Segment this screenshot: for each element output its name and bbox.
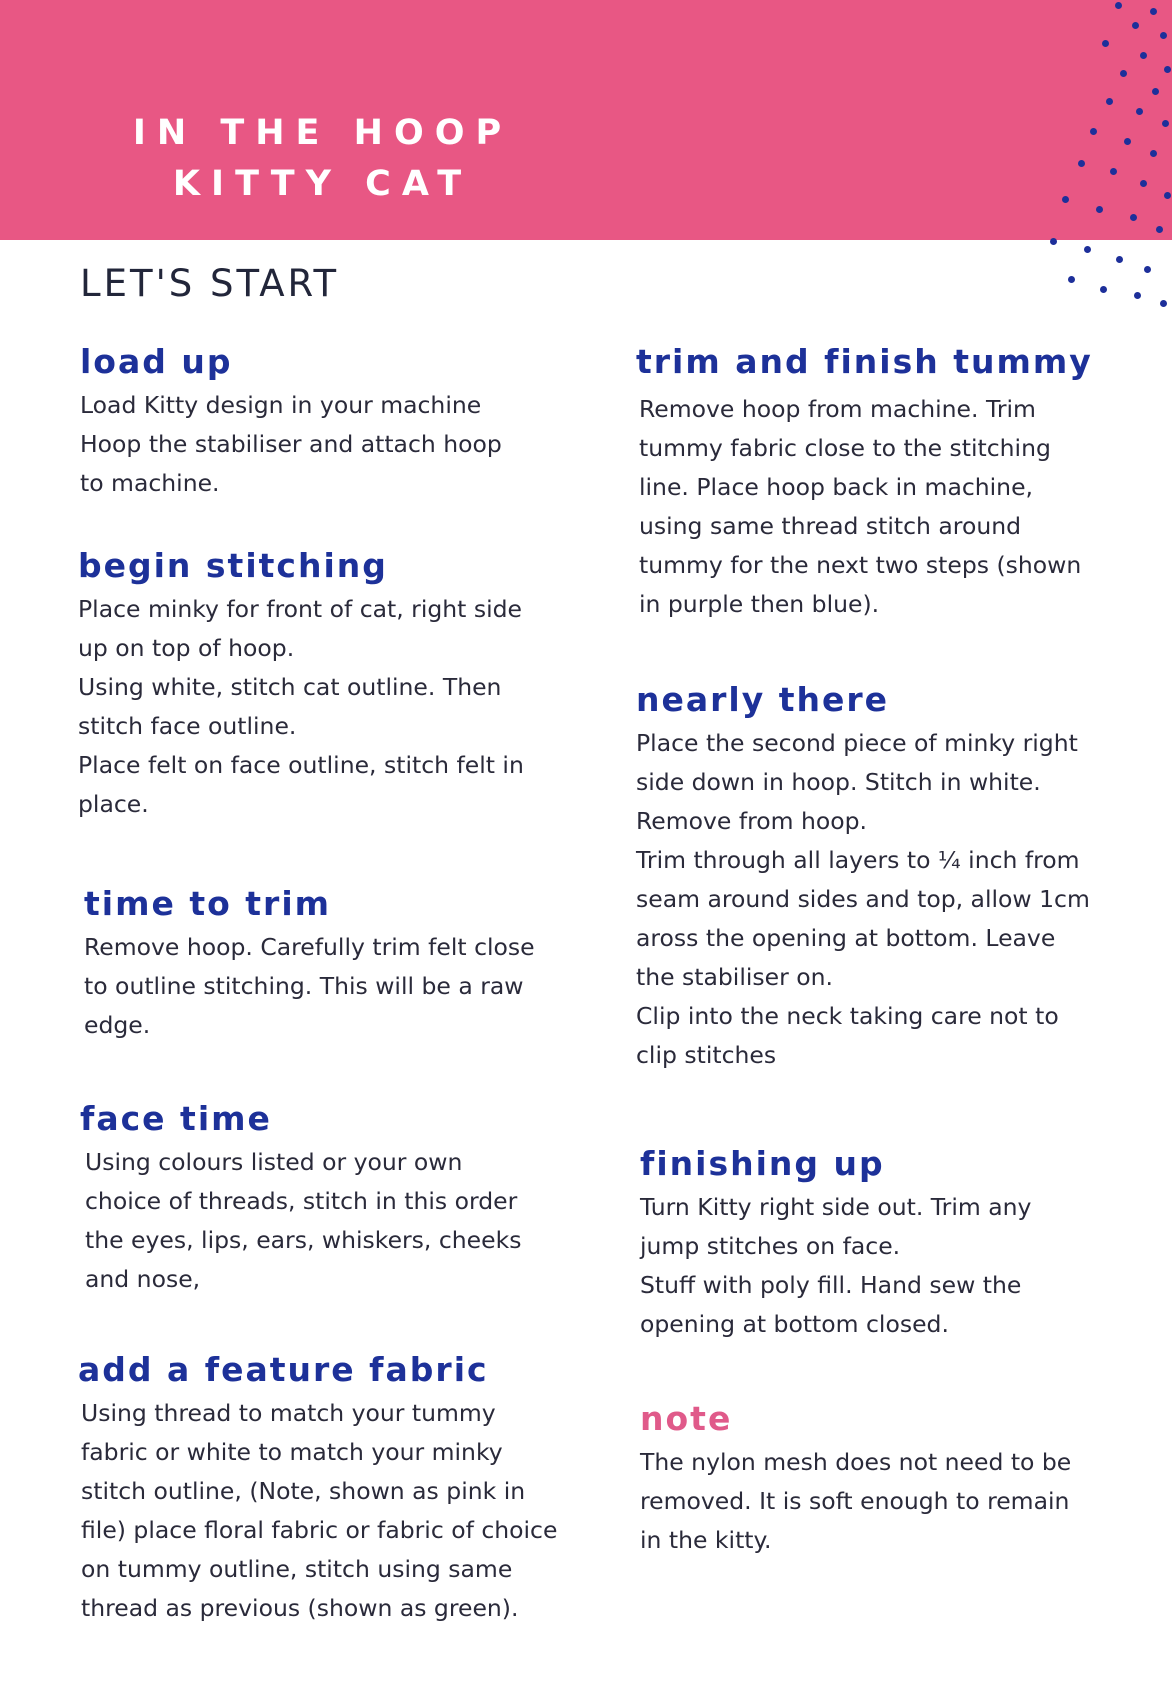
section-trim-finish-tummy — [636, 338, 1136, 624]
header-banner — [0, 0, 1172, 240]
section-note — [640, 1395, 1140, 1560]
decorative-dot — [1062, 196, 1069, 203]
title-line-1: IN THE HOOP — [132, 113, 513, 153]
section-body: Place minky for front of cat, right side up on top of hoop. Using white, stitch cat outline. Then stitch face outline. Place felt on face outline, stitch felt in place. — [78, 595, 524, 818]
section-add-feature-fabric — [78, 1346, 578, 1628]
section-heading: note — [640, 1399, 733, 1438]
decorative-dots — [1040, 0, 1172, 310]
decorative-dot — [1084, 246, 1091, 253]
decorative-dot — [1164, 192, 1171, 199]
section-load-up — [80, 338, 560, 503]
section-heading: nearly there — [636, 680, 890, 719]
section-begin-stitching — [78, 542, 558, 824]
section-body: Turn Kitty right side out. Trim any jump stitches on face. Stuff with poly fill. Hand sew the opening at bottom closed. — [640, 1193, 1032, 1338]
decorative-dot — [1090, 128, 1097, 135]
section-heading: add a feature fabric — [78, 1350, 489, 1389]
section-heading: trim and finish tummy — [636, 342, 1093, 381]
decorative-dot — [1132, 22, 1139, 29]
section-finishing-up — [640, 1140, 1140, 1344]
section-body: Remove hoop. Carefully trim felt close to outline stitching. This will be a raw edge. — [84, 933, 535, 1039]
section-heading: time to trim — [84, 884, 332, 923]
decorative-dot — [1050, 238, 1057, 245]
decorative-dot — [1160, 300, 1167, 307]
lets-start-heading: LET'S START — [80, 262, 340, 305]
decorative-dot — [1124, 138, 1131, 145]
section-body: Remove hoop from machine. Trim tummy fabric close to the stitching line. Place hoop back in machine, using same thread stitch around tummy for the next two steps (shown in purple then blue). — [639, 395, 1082, 618]
decorative-dot — [1116, 256, 1123, 263]
decorative-dot — [1144, 266, 1151, 273]
decorative-dot — [1150, 150, 1157, 157]
section-face-time — [80, 1095, 560, 1299]
decorative-dot — [1100, 286, 1107, 293]
decorative-dot — [1136, 108, 1143, 115]
decorative-dot — [1134, 292, 1141, 299]
page-title — [0, 108, 645, 210]
decorative-dot — [1160, 32, 1167, 39]
section-heading: face time — [80, 1099, 272, 1138]
decorative-dot — [1106, 98, 1113, 105]
section-body: Using thread to match your tummy fabric or white to match your minky stitch outline, (Note, shown as pink in file) place floral fabric or fabric of choice on tummy outline, stitch using same thread as previous (shown as green). — [81, 1399, 558, 1622]
section-body: Using colours listed or your own choice of threads, stitch in this order the eyes, lips, ears, whiskers, cheeks and nose, — [85, 1148, 522, 1293]
section-body: Load Kitty design in your machine Hoop the stabiliser and attach hoop to machine. — [80, 391, 502, 497]
decorative-dot — [1096, 206, 1103, 213]
section-time-to-trim — [84, 880, 564, 1045]
title-line-2: KITTY CAT — [172, 164, 473, 204]
section-heading: finishing up — [640, 1144, 885, 1183]
section-body: Place the second piece of minky right side down in hoop. Stitch in white. Remove from hoop. Trim through all layers to ¼ inch from seam around sides and top, allow 1cm aross the opening at bottom. Leave the stabiliser on. Clip into the neck taking care not to clip stitches — [636, 729, 1090, 1069]
section-heading: load up — [80, 342, 233, 381]
decorative-dot — [1140, 52, 1147, 59]
decorative-dot — [1130, 214, 1137, 221]
decorative-dot — [1115, 2, 1122, 9]
section-heading: begin stitching — [78, 546, 388, 585]
decorative-dot — [1150, 8, 1157, 15]
decorative-dot — [1140, 180, 1147, 187]
decorative-dot — [1152, 88, 1159, 95]
decorative-dot — [1068, 276, 1075, 283]
section-body: The nylon mesh does not need to be removed. It is soft enough to remain in the kitty. — [640, 1448, 1072, 1554]
section-nearly-there — [636, 676, 1136, 1075]
decorative-dot — [1078, 160, 1085, 167]
decorative-dot — [1102, 40, 1109, 47]
decorative-dot — [1110, 168, 1117, 175]
decorative-dot — [1120, 70, 1127, 77]
decorative-dot — [1156, 226, 1163, 233]
decorative-dot — [1164, 66, 1171, 73]
decorative-dot — [1162, 120, 1169, 127]
